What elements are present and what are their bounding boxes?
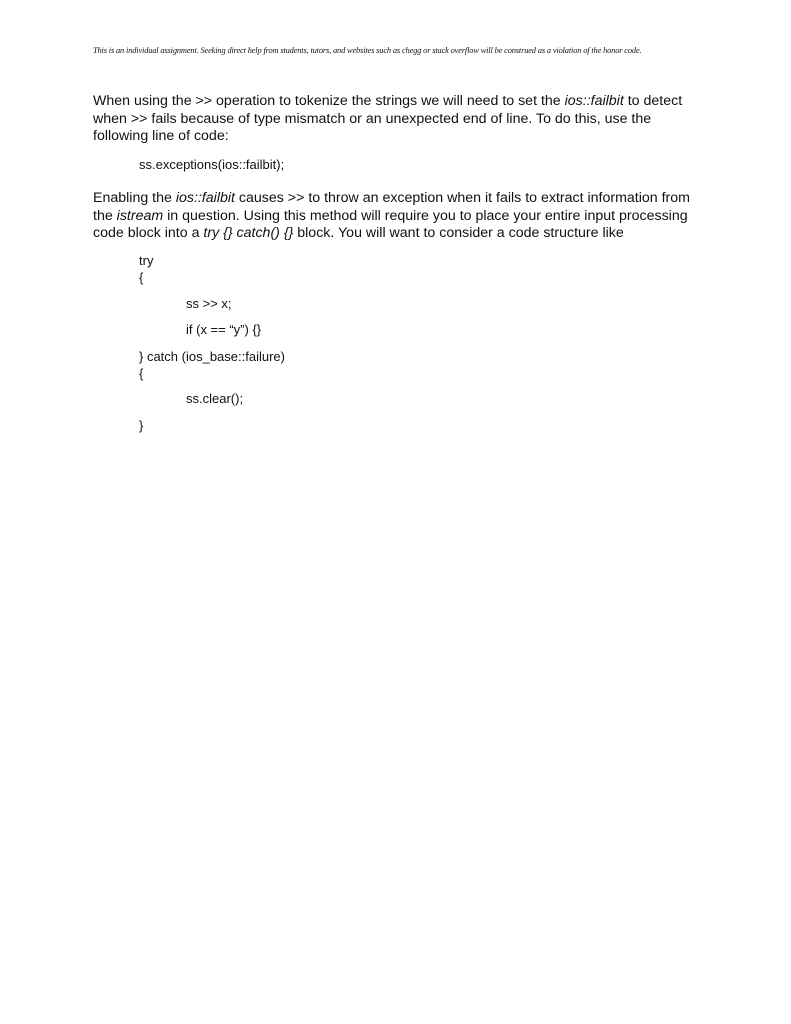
text-run: code block into a (93, 225, 204, 241)
text-run: Enabling the (93, 190, 176, 206)
text-run: the (93, 207, 117, 224)
paragraph-line (93, 208, 703, 226)
honor-code-note: This is an individual assignment. Seeking direct help from students, tutors, and websites such as chegg or stack overflow will be construed as a violation of the honor code. (93, 46, 642, 55)
text-run: When using the >> operation to tokenize the strings we will need to set the (93, 93, 565, 109)
emphasis-failbit: ios::failbit (175, 190, 235, 206)
paragraph-line (93, 93, 703, 111)
text-run: to detect (623, 93, 683, 109)
paragraph-line: when >> fails because of type mismatch or an unexpected end of line. To do this, use the (93, 110, 652, 127)
text-run: causes >> to throw an exception when it fails to extract information from (234, 190, 690, 206)
code-line-open-brace: { (139, 366, 144, 381)
text-run: in question. Using this method will require you to place your entire input processing (163, 207, 688, 224)
code-line-open-brace: { (139, 270, 144, 285)
emphasis-try-catch: try {} catch() {} (203, 225, 294, 241)
emphasis-failbit: ios::failbit (564, 93, 624, 109)
emphasis-istream: istream (116, 207, 164, 224)
paragraph-line (93, 225, 703, 243)
code-line-if: if (x == “y”) {} (186, 322, 262, 337)
paragraph-failbit-intro (93, 93, 703, 146)
paragraph-line (93, 190, 703, 208)
code-line-catch: } catch (ios_base::failure) (139, 349, 285, 364)
text-run: block. You will want to consider a code structure like (293, 225, 624, 241)
code-line-try: try (139, 253, 154, 268)
code-line-clear: ss.clear(); (186, 391, 244, 406)
code-line-close-brace: } (139, 418, 144, 433)
code-exceptions-line: ss.exceptions(ios::failbit); (139, 157, 285, 172)
paragraph-failbit-exception (93, 190, 703, 243)
code-line-extract: ss >> x; (186, 296, 232, 311)
paragraph-line: following line of code: (93, 128, 229, 144)
